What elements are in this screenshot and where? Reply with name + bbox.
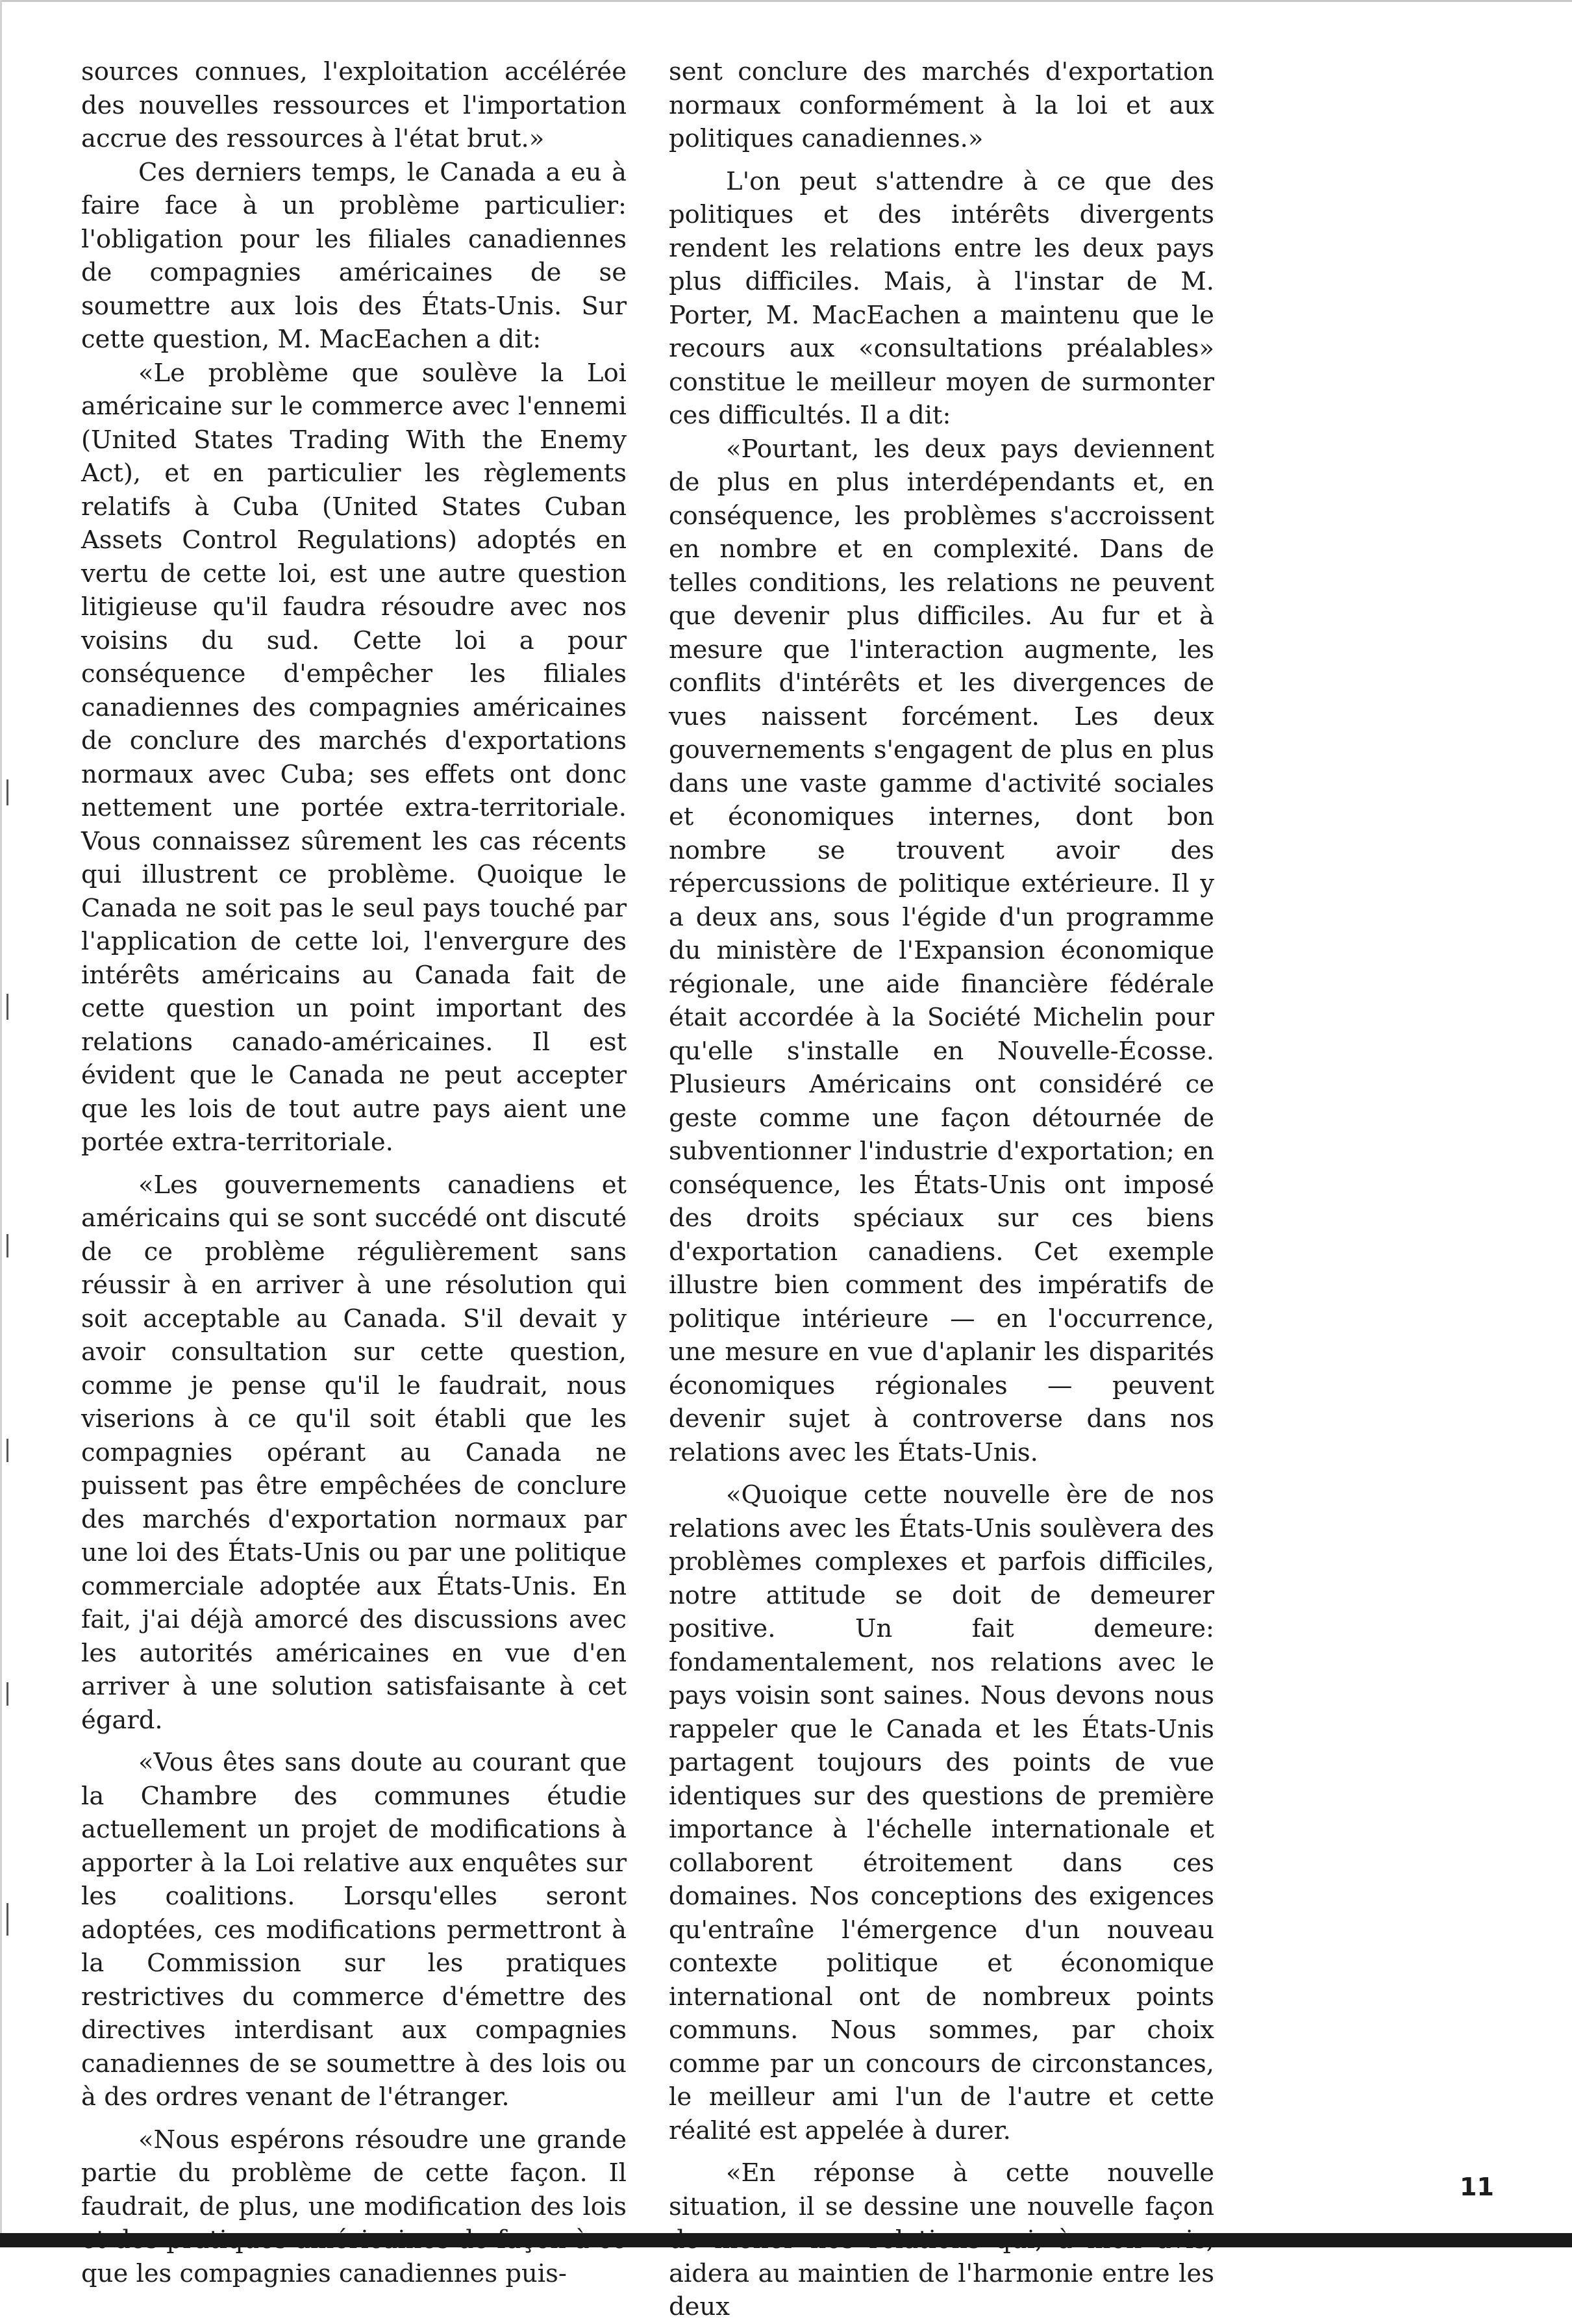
left-scan-edge [0, 0, 2, 2247]
left-column [81, 55, 627, 2290]
scan-mark [6, 1682, 8, 1706]
paragraph: «Les gouvernements canadiens et américains qui se sont succédé ont discuté de ce problème régulièrement sans réussir à en arriver à une résolution qui soit acceptable au Canada. S'il devait y avoir consultation sur cette question, comme je pense qu'il le faudrait, nous viserions à ce qu'il soit établi que les compagnies opérant au Canada ne puissent pas être empêchées de conclure des marchés d'exportation normaux par une loi des États-Unis ou par une politique commerciale adoptée aux États-Unis. En fait, j'ai déjà amorcé des discussions avec les autorités américaines en vue d'en arriver à une solution satisfaisante à cet égard. [81, 1170, 627, 1735]
paragraph: «Quoique cette nouvelle ère de nos relations avec les États-Unis soulèvera des problèmes complexes et parfois difficiles, notre attitude se doit de demeurer positive. Un fait demeure: fondamentalement, nos relations avec le pays voisin sont saines. Nous devons nous rappeler que le Canada et les États-Unis partagent toujours des points de vue identiques sur des questions de première importance à l'échelle internationale et collaborent étroitement dans ces domaines. Nos conceptions des exigences qu'entraîne l'émergence d'un nouveau contexte politique et économique international ont de nombreux points communs. Nous sommes, par choix comme par un concours de circonstances, le meilleur ami l'un de l'autre et cette réalité est appelée à durer. [669, 1480, 1214, 2145]
paragraph: «Nous espérons résoudre une grande partie du problème de cette façon. Il faudrait, de plus, une modification des lois que les compagnies canadiennes puis- [81, 2125, 627, 2288]
scan-mark [6, 1903, 8, 1936]
page-number: 11 [1460, 2173, 1494, 2201]
paragraph: sources connues, l'exploitation accélérée des nouvelles ressources et l'importation accrue des ressources à l'état brut.» [81, 57, 627, 153]
right-column [669, 55, 1214, 2324]
top-scan-edge [0, 0, 1572, 2]
paragraph: «En réponse à cette nouvelle situation, il se dessine une nouvelle façon aidera au maintien de l'harmonie entre les deux [669, 2158, 1214, 2321]
scan-mark [6, 779, 8, 805]
scan-mark [6, 994, 8, 1020]
paragraph: L'on peut s'attendre à ce que des politiques et des intérêts divergents rendent les relations entre les deux pays plus difficiles. Mais, à l'instar de M. Porter, M. MacEachen a maintenu que le recours aux «consultations préalables» constitue le meilleur moyen de surmonter ces difficultés. Il a dit: [669, 166, 1214, 430]
scan-mark [6, 1234, 8, 1257]
bottom-scan-edge [0, 2233, 1572, 2247]
paragraph: «Pourtant, les deux pays deviennent de plus en plus interdépendants et, en conséquence, les problèmes s'accroissent en nombre et en complexité. Dans de telles conditions, les relations ne peuvent que devenir plus difficiles. Au fur et à mesure que l'interaction augmente, les conflits d'intérêts et les divergences de vues naissent forcément. Les deux gouvernements s'engagent de plus en plus dans une vaste gamme d'activité sociales et économiques internes, dont bon nombre se trouvent avoir des répercussions de politique extérieure. Il y a deux ans, sous l'égide d'un programme du ministère de l'Expansion économique régionale, une aide financière fédérale était accordée à la Société Michelin pour qu'elle s'installe en Nouvelle-Écosse. Plusieurs Américains ont considéré ce geste comme une façon détournée de subventionner l'industrie d'exportation; en conséquence, les États-Unis ont imposé des droits spéciaux sur ces biens d'exportation canadiens. Cet exemple illustre bien comment des impératifs de politique intérieure — en l'occurrence, une mesure en vue d'aplanir les disparités économiques régionales — peuvent devenir sujet à controverse dans nos relations avec les États-Unis. [669, 434, 1214, 1467]
paragraph: «Vous êtes sans doute au courant que la Chambre des communes étudie actuellement un projet de modifications à apporter à la Loi relative aux enquêtes sur les coalitions. Lorsqu'elles seront adoptées, ces modifications permettront à la Commission sur les pratiques restrictives du commerce d'émettre des directives interdisant aux compagnies canadiennes de se soumettre à des lois ou à des ordres venant de l'étranger. [81, 1748, 627, 2112]
paragraph: «Le problème que soulève la Loi américaine sur le commerce avec l'ennemi (United States Trading With the Enemy Act), et en particulier les règlements relatifs à Cuba (United States Cuban Assets Control Regulations) adoptés en vertu de cette loi, est une autre question litigieuse qu'il faudra résoudre avec nos voisins du sud. Cette loi a pour conséquence d'empêcher les filiales canadiennes des compagnies américaines de conclure des marchés d'exportations normaux avec Cuba; ses effets ont donc nettement une portée extra-territoriale. Vous connaissez sûrement les cas récents qui illustrent ce problème. Quoique le Canada ne soit pas le seul pays touché par l'application de cette loi, l'envergure des intérêts américains au Canada fait de cette question un point important des relations canado-américaines. Il est évident que le Canada ne peut accepter que les lois de tout autre pays aient une portée extra-territoriale. [81, 358, 627, 1157]
paragraph: sent conclure des marchés d'exportation normaux conformément à la loi et aux politiques canadiennes.» [669, 57, 1214, 153]
paragraph: Ces derniers temps, le Canada a eu à faire face à un problème particulier: l'obligation pour les filiales canadiennes de compagnies américaines de se soumettre aux lois des États-Unis. Sur cette question, M. MacEachen a dit: [81, 157, 627, 354]
scan-mark [6, 1439, 8, 1462]
